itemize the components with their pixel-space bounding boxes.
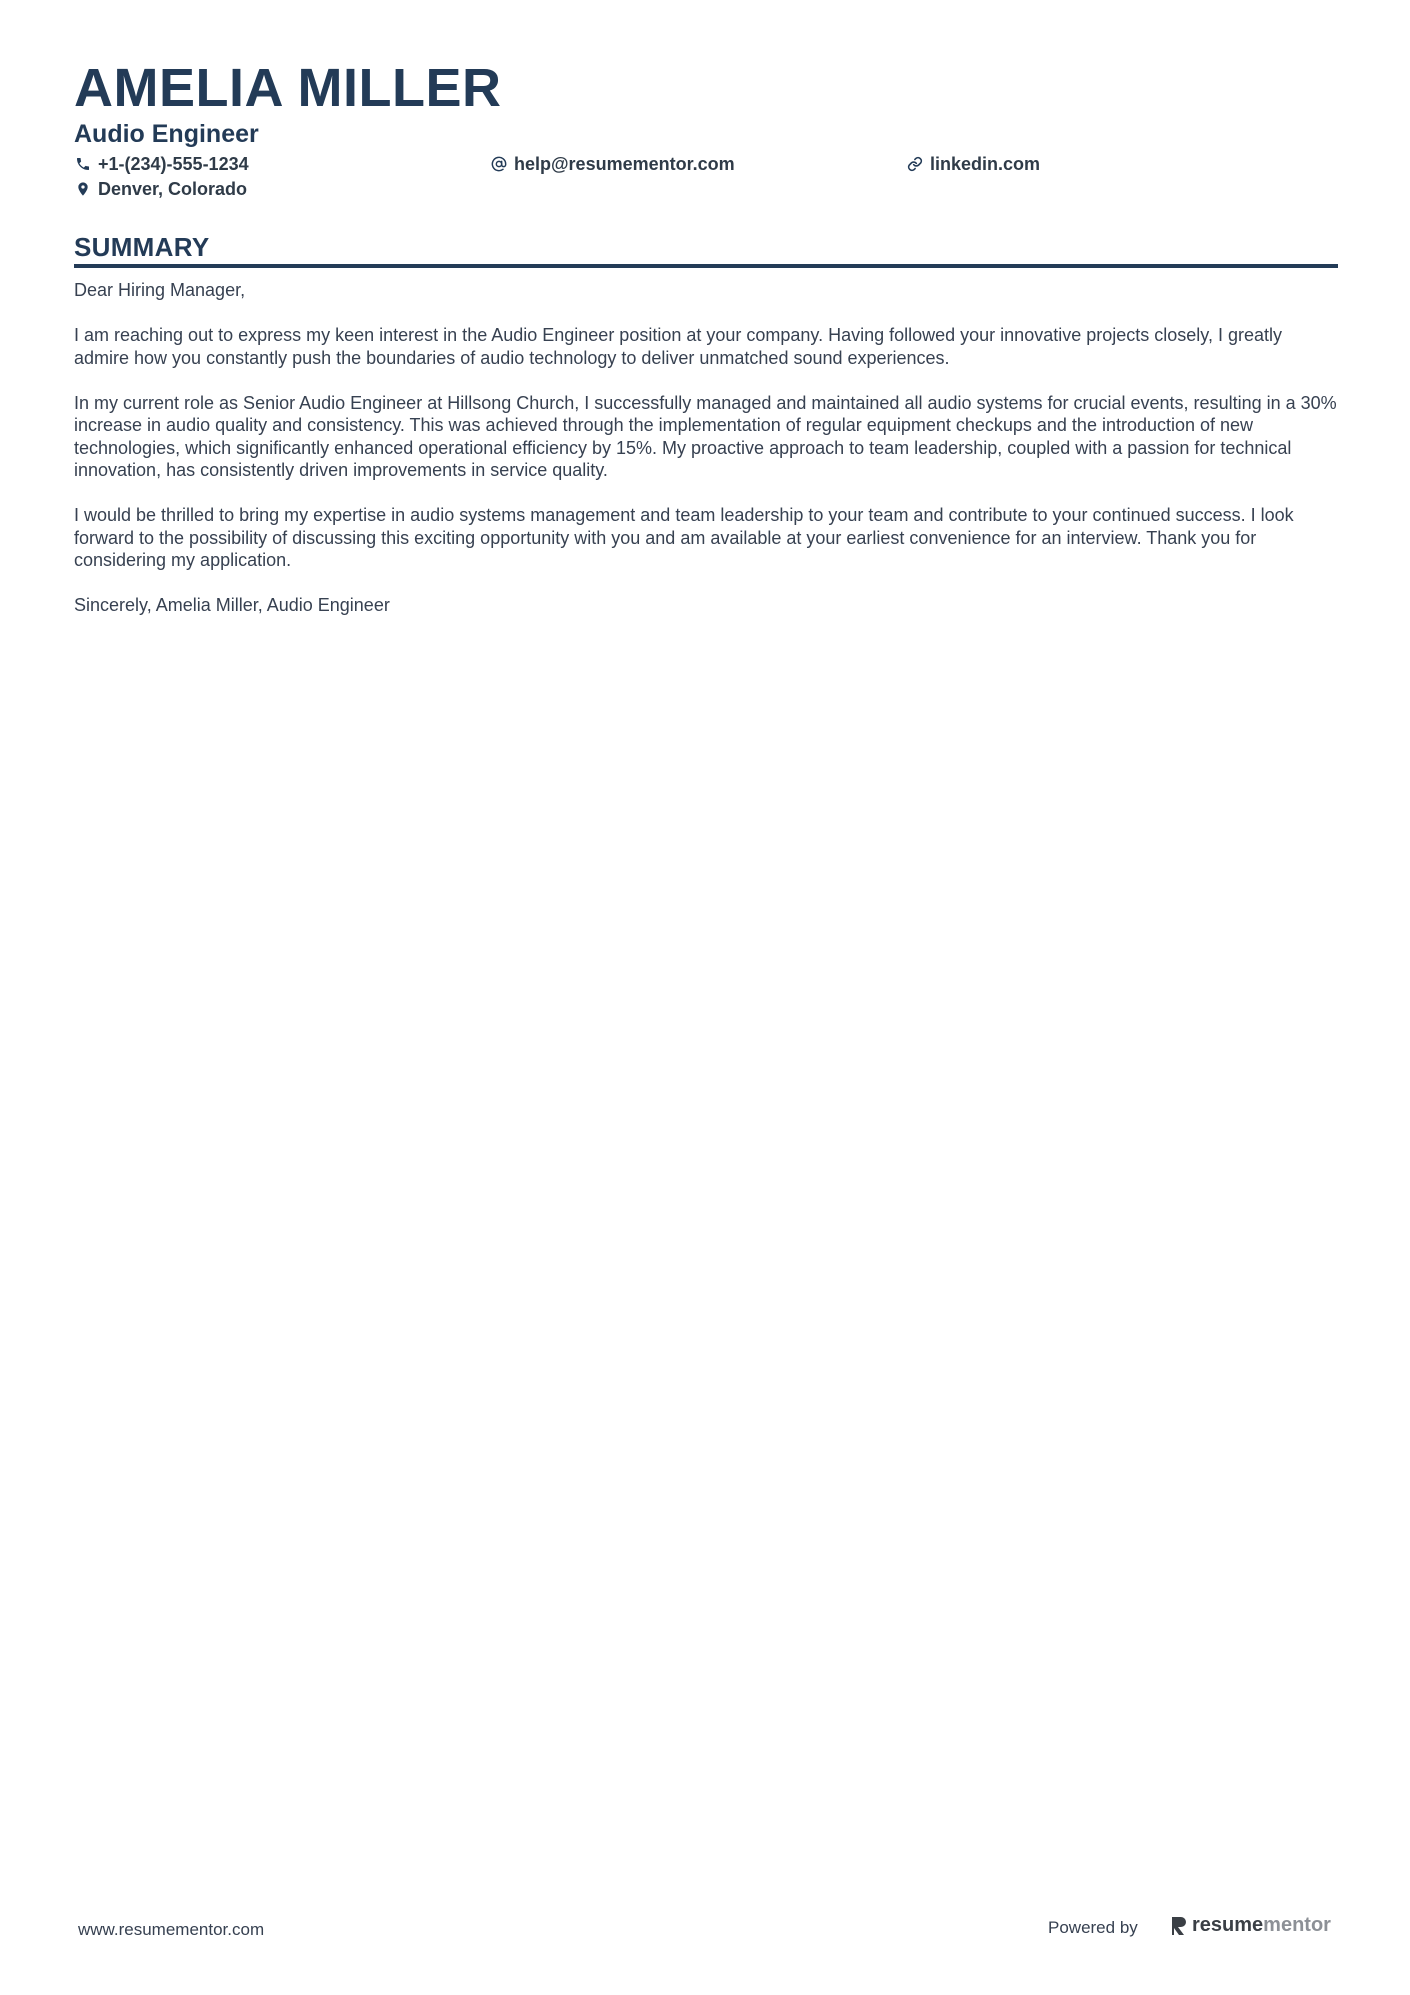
- cover-letter-page: [74, 0, 1338, 1995]
- brand-name-part2: mentor: [1263, 1914, 1331, 1936]
- salutation: Dear Hiring Manager,: [74, 280, 246, 300]
- job-title: Audio Engineer: [74, 120, 259, 148]
- closing: Sincerely, Amelia Miller, Audio Engineer: [74, 595, 390, 615]
- footer-brand-logo[interactable]: [1170, 1914, 1331, 1937]
- location-text: Denver, Colorado: [98, 179, 248, 199]
- resumementor-logo-icon: [1170, 1915, 1188, 1937]
- section-heading-summary: SUMMARY: [74, 232, 210, 262]
- letter-paragraph: I would be thrilled to bring my expertise in audio systems management and team leadership to your team and contribute to your continued success. I look forward to the possibility of discussing this exciting opportunity with you and am available at your earliest convenience for an interview. Thank you for considering my application.: [74, 505, 1294, 570]
- letter-paragraph: In my current role as Senior Audio Engineer at Hillsong Church, I successfully managed and maintained all audio systems for crucial events, resulting in a 30% increase in audio quality and consistency. This was achieved through the implementation of regular equipment checkups and the introduction of new technologies, which significantly enhanced operational efficiency by 15%. My proactive approach to team leadership, coupled with a passion for technical innovation, has consistently driven improvements in service quality.: [74, 392, 1337, 480]
- contact-phone: [74, 152, 249, 176]
- link-icon: [906, 155, 924, 173]
- contact-email[interactable]: [490, 152, 735, 176]
- contact-website[interactable]: [906, 152, 1040, 176]
- email-text[interactable]: help@resumementor.com: [514, 154, 735, 174]
- phone-text: +1-(234)-555-1234: [98, 154, 249, 174]
- website-text[interactable]: linkedin.com: [930, 154, 1041, 174]
- phone-icon: [74, 155, 92, 173]
- map-pin-icon: [74, 180, 92, 198]
- at-sign-icon: [490, 155, 508, 173]
- letter-body: [74, 279, 1338, 639]
- applicant-name: AMELIA MILLER: [74, 58, 502, 118]
- contact-location: [74, 177, 247, 201]
- footer-powered-by: Powered by: [1048, 1918, 1138, 1937]
- section-divider: [74, 264, 1338, 268]
- brand-name-part1: resume: [1192, 1914, 1264, 1936]
- letter-paragraph: I am reaching out to express my keen interest in the Audio Engineer position at your company. Having followed your innovative projects closely, I greatly admire how you constantly push the boundaries of audio technology to deliver unmatched sound experiences.: [74, 325, 1282, 368]
- footer-website-link[interactable]: www.resumementor.com: [78, 1920, 265, 1939]
